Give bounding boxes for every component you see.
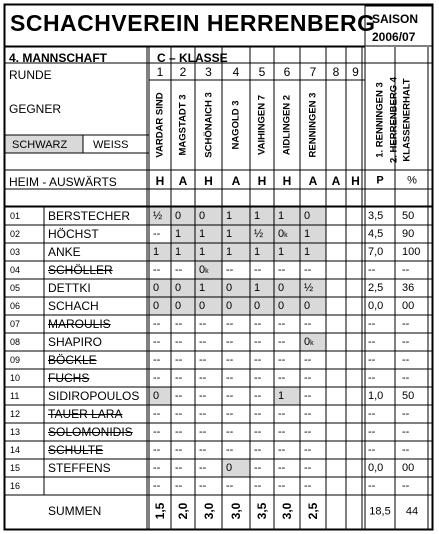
result-value: -- (175, 479, 183, 492)
result-value: -- (226, 335, 234, 348)
row-number: 08 (10, 336, 21, 347)
result-value: -- (278, 263, 286, 276)
row-number: 09 (10, 354, 21, 365)
result-value: 1 (199, 281, 206, 294)
result-value: 0 (199, 299, 206, 312)
result-suffix: k (284, 231, 288, 239)
player-percent: -- (402, 425, 410, 438)
result-value: -- (175, 353, 183, 366)
round-number: 4 (232, 65, 240, 79)
result-value: 1 (175, 245, 182, 258)
total-percent: 44 (405, 505, 419, 518)
result-value: -- (226, 389, 234, 402)
player-percent: -- (402, 263, 410, 276)
player-points: 7,0 (368, 245, 384, 258)
points-header: P (376, 174, 384, 187)
result-value: -- (199, 389, 207, 402)
row-number: 10 (10, 372, 21, 383)
result-value: -- (278, 443, 286, 456)
result-value: -- (304, 425, 312, 438)
player-points: -- (368, 317, 376, 330)
result-value: 0k (199, 263, 209, 276)
player-points: -- (368, 335, 376, 348)
row-number: 03 (10, 246, 21, 257)
result-value: -- (199, 353, 207, 366)
result-value: -- (226, 443, 234, 456)
result-value: 1 (226, 245, 233, 258)
row-number: 07 (10, 318, 21, 329)
class-label: C – KLASSE (157, 51, 228, 65)
result-value: -- (278, 317, 286, 330)
result-value: -- (175, 317, 183, 330)
player-points: -- (368, 425, 376, 438)
result-value: 0 (226, 461, 233, 474)
result-value: 0 (226, 281, 233, 294)
result-value: -- (304, 461, 312, 474)
player-name: SHAPIRO (48, 335, 103, 349)
result-value: -- (153, 425, 161, 438)
home-away-marker: A (331, 174, 341, 188)
result-value: -- (304, 353, 312, 366)
home-away-marker: A (178, 174, 188, 188)
result-value: -- (304, 389, 312, 402)
row-number: 04 (10, 264, 21, 275)
player-percent: 00 (402, 461, 415, 474)
result-value: -- (278, 479, 286, 492)
opponent-name: VAIHINGEN 7 (256, 94, 268, 156)
home-away-marker: H (351, 174, 360, 188)
row-number: 13 (10, 426, 21, 437)
round-number: 8 (332, 65, 340, 79)
summary-note: KLASSENERHALT (401, 78, 413, 162)
player-percent: 90 (402, 227, 415, 240)
player-percent: 00 (402, 299, 415, 312)
round-number: 7 (309, 65, 317, 79)
result-value: 0 (175, 299, 182, 312)
summary-note: 2. HERRENBERG 4 (388, 76, 400, 164)
round-total: 3,0 (280, 502, 294, 520)
player-name: SCHACH (48, 299, 99, 313)
result-value: -- (254, 479, 262, 492)
result-value: -- (278, 461, 286, 474)
result-value: -- (175, 371, 183, 384)
result-value: -- (226, 317, 234, 330)
result-value: 0 (304, 299, 311, 312)
player-points: -- (368, 353, 376, 366)
opponent-name: MAGSTADT 3 (177, 94, 189, 156)
result-value: 0 (254, 299, 261, 312)
player-percent: -- (402, 317, 410, 330)
result-value: -- (226, 371, 234, 384)
result-value: 0 (278, 299, 285, 312)
player-points: 0,0 (368, 461, 384, 474)
row-number: 14 (10, 444, 21, 455)
row-number: 01 (10, 210, 21, 221)
player-name: FUCHS (48, 371, 90, 385)
player-name: HÖCHST (48, 227, 99, 241)
result-value: 1 (199, 245, 206, 258)
player-percent: -- (402, 407, 410, 420)
result-value: -- (254, 389, 262, 402)
result-value: -- (175, 425, 183, 438)
result-value: -- (199, 407, 207, 420)
season-value: 2006/07 (372, 30, 416, 44)
player-name: BERSTECHER (48, 209, 131, 223)
result-value: 0 (175, 281, 182, 294)
round-number: 1 (156, 65, 164, 79)
result-value: 1 (254, 281, 261, 294)
result-value: ½ (304, 281, 314, 294)
result-value: -- (254, 443, 262, 456)
opponent-name: SCHÖNAICH 3 (203, 92, 214, 158)
result-value: -- (254, 335, 262, 348)
total-points: 18,5 (369, 505, 391, 518)
result-value: -- (278, 371, 286, 384)
round-number: 9 (352, 65, 359, 79)
percent-header: % (407, 174, 417, 187)
result-value: ½ (254, 227, 264, 240)
player-points: 4,5 (368, 227, 384, 240)
color-black-label: SCHWARZ (12, 139, 68, 151)
round-total: 3,5 (255, 502, 269, 520)
result-value: -- (226, 407, 234, 420)
result-value: 0 (199, 209, 206, 222)
club-title: SCHACHVEREIN HERRENBERG (10, 10, 376, 36)
result-value: -- (278, 353, 286, 366)
player-percent: 50 (402, 209, 415, 222)
round-total: 2,5 (306, 502, 320, 520)
result-value: -- (153, 317, 161, 330)
result-value: 1 (254, 209, 261, 222)
result-suffix: k (310, 339, 314, 347)
result-value: ½ (153, 209, 163, 222)
player-percent: -- (402, 443, 410, 456)
result-value: -- (254, 461, 262, 474)
opponent-name: AIDLINGEN 2 (281, 94, 293, 156)
player-points: -- (368, 263, 376, 276)
player-name: BÖCKLE (48, 353, 97, 367)
player-name: SCHULTE (48, 443, 104, 457)
result-value: -- (254, 263, 262, 276)
result-value: 1 (199, 227, 206, 240)
opponent-name: NAGOLD 3 (230, 100, 242, 150)
round-number: 3 (205, 65, 212, 79)
round-label: RUNDE (9, 68, 52, 82)
result-value: -- (304, 407, 312, 420)
player-points: -- (368, 479, 376, 492)
result-value: -- (304, 479, 312, 492)
result-value: -- (175, 263, 183, 276)
result-value: -- (226, 263, 234, 276)
result-value: -- (226, 353, 234, 366)
result-value: 1 (254, 245, 261, 258)
player-percent: -- (402, 371, 410, 384)
result-value: 0 (226, 299, 233, 312)
player-percent: -- (402, 479, 410, 492)
result-suffix: k (205, 267, 209, 275)
home-away-marker: H (282, 174, 292, 188)
team-label: 4. MANNSCHAFT (9, 51, 107, 65)
result-value: -- (304, 317, 312, 330)
home-away-marker: A (308, 174, 318, 188)
player-name: SCHÖLLER (48, 263, 113, 277)
result-value: -- (153, 335, 161, 348)
result-value: -- (199, 335, 207, 348)
result-value: -- (153, 263, 161, 276)
player-points: -- (368, 371, 376, 384)
round-number: 6 (283, 65, 291, 79)
result-value: 0 (304, 209, 311, 222)
result-value: 0 (175, 209, 182, 222)
result-value: -- (153, 353, 161, 366)
result-value: -- (153, 407, 161, 420)
opponent-label: GEGNER (9, 102, 62, 116)
result-value: -- (278, 335, 286, 348)
home-away-marker: H (204, 174, 213, 188)
row-number: 02 (10, 228, 21, 239)
home-away-marker: H (155, 174, 165, 188)
player-points: 2,5 (368, 281, 384, 294)
round-number: 2 (179, 65, 187, 79)
result-value: -- (175, 335, 183, 348)
round-total: 1,5 (153, 502, 167, 520)
result-value: 1 (278, 245, 285, 258)
player-name: MAROULIS (48, 317, 111, 331)
round-total: 3,0 (229, 502, 243, 520)
summary-label: SUMMEN (48, 504, 102, 518)
result-value: 1 (175, 227, 182, 240)
result-value: -- (254, 425, 262, 438)
result-value: -- (153, 443, 161, 456)
player-name: SOLOMONIDIS (48, 425, 133, 439)
result-value: -- (175, 389, 183, 402)
season-label: SAISON (372, 12, 419, 26)
row-number: 05 (10, 282, 21, 293)
player-name: ANKE (48, 245, 81, 259)
player-points: 0,0 (368, 299, 384, 312)
result-value: -- (153, 461, 161, 474)
result-value: -- (199, 317, 207, 330)
player-name: TAUER LARA (48, 407, 123, 421)
row-number: 12 (10, 408, 21, 419)
result-value: 1 (226, 227, 233, 240)
row-number: 16 (10, 480, 21, 491)
result-value: 1 (304, 245, 311, 258)
result-value: -- (199, 461, 207, 474)
result-value: -- (199, 425, 207, 438)
round-total: 2,0 (176, 502, 190, 520)
result-value: -- (175, 443, 183, 456)
result-value: -- (254, 353, 262, 366)
result-value: -- (278, 407, 286, 420)
result-value: -- (304, 263, 312, 276)
round-total: 3,0 (201, 502, 216, 520)
result-value: -- (153, 371, 161, 384)
result-value: 1 (153, 245, 160, 258)
player-name: DETTKI (48, 281, 91, 295)
result-value: -- (199, 443, 207, 456)
round-number: 5 (258, 65, 266, 79)
color-white-label: WEISS (93, 139, 129, 151)
result-value: 0k (304, 335, 314, 348)
row-number: 15 (10, 462, 21, 473)
home-away-label: HEIM - AUSWÄRTS (9, 175, 117, 189)
player-percent: 36 (402, 281, 415, 294)
result-value: 1 (226, 209, 233, 222)
result-value: -- (254, 371, 262, 384)
player-percent: 50 (402, 389, 415, 402)
player-percent: 100 (402, 245, 421, 258)
result-value: -- (254, 407, 262, 420)
summary-note: 1. RENNINGEN 3 (374, 82, 386, 158)
result-value: -- (175, 407, 183, 420)
result-value: -- (254, 317, 262, 330)
result-value: 0 (278, 281, 285, 294)
player-points: -- (368, 443, 376, 456)
opponent-name: RENNINGEN 3 (307, 92, 319, 158)
result-value: -- (153, 227, 161, 240)
result-value: -- (226, 425, 234, 438)
result-value: 0k (278, 227, 288, 240)
result-value: -- (175, 461, 183, 474)
result-value: -- (153, 479, 161, 492)
home-away-marker: H (257, 174, 267, 188)
result-value: 1 (278, 389, 285, 402)
row-number: 11 (10, 390, 20, 401)
opponent-name: VARDAR SIND (154, 92, 166, 158)
player-name: STEFFENS (48, 461, 111, 475)
player-percent: -- (402, 335, 410, 348)
home-away-marker: A (231, 174, 241, 188)
result-value: -- (278, 425, 286, 438)
result-value: 1 (278, 209, 285, 222)
player-points: 1,0 (368, 389, 384, 402)
result-value: -- (304, 443, 312, 456)
player-points: -- (368, 407, 376, 420)
player-name: SIDIROPOULOS (48, 389, 140, 403)
result-value: 0 (153, 389, 160, 402)
result-value: -- (226, 479, 234, 492)
result-value: 1 (304, 227, 311, 240)
row-number: 06 (10, 300, 21, 311)
result-value: 0 (153, 281, 160, 294)
result-value: -- (199, 479, 207, 492)
player-points: 3,5 (368, 209, 384, 222)
result-value: 0 (153, 299, 160, 312)
player-percent: -- (402, 353, 410, 366)
result-value: -- (199, 371, 207, 384)
result-value: -- (304, 371, 312, 384)
